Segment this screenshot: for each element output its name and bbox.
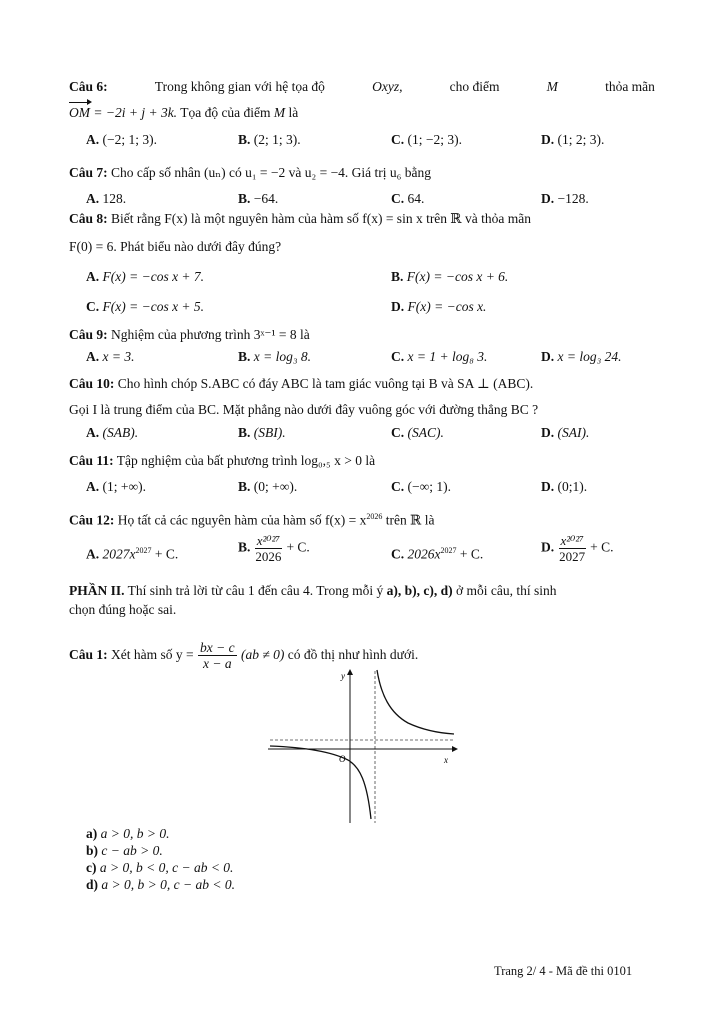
q7-option-a[interactable]: A. 128. xyxy=(86,191,127,206)
q12-line: Câu 12: Họ tất cả các nguyên hàm của hàm số $f(x) = x^{2026}$ trên ℝ là xyxy=(69,512,435,528)
part2-line-1: PHẦN II. Thí sinh trả lời từ câu 1 đến câu 4. Trong mỗi ý a), b), c), d) ở mỗi câu, thí sinh xyxy=(69,583,557,598)
q10-option-a[interactable]: A. (SAB). xyxy=(86,425,139,440)
x-axis-arrow xyxy=(452,746,458,752)
q12-option-b[interactable]: B. $\frac{\text{x²⁰²⁷}}{2026}$ + C. xyxy=(238,533,310,564)
q8-line-2: F(0) = 6. Phát biểu nào dưới đây đúng? xyxy=(69,239,282,254)
q8-options-row-2 xyxy=(86,298,646,316)
q8-option-d[interactable]: D. F(x) = −cos x. xyxy=(391,299,487,314)
q6-option-a[interactable]: A. (−2; 1; 3). xyxy=(86,132,157,147)
origin-label: O xyxy=(339,754,346,764)
q12-options xyxy=(86,533,646,569)
q10-option-c[interactable]: C. (SAC). xyxy=(391,425,444,440)
q8-label: Câu 8: xyxy=(69,211,108,226)
q6-line-2: OM = −2i + j + 3k. Tọa độ của điểm M là xyxy=(69,105,299,120)
p2q1-label: Câu 1: xyxy=(69,647,108,662)
q10-option-d[interactable]: D. (SAI). xyxy=(541,425,590,440)
y-axis-label: y xyxy=(341,671,345,681)
lower-branch xyxy=(270,746,371,819)
q9-option-b[interactable]: B. x = log₃ 8. xyxy=(238,349,312,364)
q12-option-c[interactable]: C. $2026x^{2027} + C$. xyxy=(391,546,484,562)
p2q1-item-d[interactable]: d) a > 0, b > 0, c − ab < 0. xyxy=(86,877,235,892)
q7-label: Câu 7: xyxy=(69,165,108,180)
q9-option-d[interactable]: D. x = log₃ 24. xyxy=(541,349,622,364)
q8-option-a[interactable]: A. F(x) = −cos x + 7. xyxy=(86,269,205,284)
upper-branch xyxy=(377,670,454,734)
q6-label: Câu 6: xyxy=(69,79,108,94)
p2q1-item-a[interactable]: a) a > 0, b > 0. xyxy=(86,826,170,841)
q11-option-b[interactable]: B. (0; +∞). xyxy=(238,479,298,494)
q8-line-1: Câu 8: Biết rằng F(x) là một nguyên hàm của hàm số f(x) = sin x trên ℝ và thỏa mãn xyxy=(69,211,531,226)
q9-option-c[interactable]: C. x = 1 + log₈ 3. xyxy=(391,349,488,364)
q10-line-2: Gọi I là trung điểm của BC. Mặt phẳng nào dưới đây vuông góc với đường thẳng BC ? xyxy=(69,402,539,417)
q10-label: Câu 10: xyxy=(69,376,115,391)
q6-option-c[interactable]: C. (1; −2; 3). xyxy=(391,132,462,147)
q11-label: Câu 11: xyxy=(69,453,114,468)
q8-option-b[interactable]: B. F(x) = −cos x + 6. xyxy=(391,269,509,284)
q7-option-c[interactable]: C. 64. xyxy=(391,191,425,206)
q9-option-a[interactable]: A. x = 3. xyxy=(86,349,135,364)
y-axis-arrow xyxy=(347,669,353,675)
q11-line: Câu 11: Tập nghiệm của bất phương trình log₀,₅ x > 0 là xyxy=(69,453,376,468)
p2q1-items xyxy=(86,825,235,893)
x-axis-label: x xyxy=(444,755,448,765)
q11-options xyxy=(86,478,646,496)
q8-options-row-1 xyxy=(86,268,646,286)
q9-options xyxy=(86,348,646,366)
part2-label: PHẦN II. xyxy=(69,583,125,598)
q12-option-a[interactable]: A. $2027x^{2027} + C$. xyxy=(86,546,179,562)
q12-option-d[interactable]: D. $\frac{\text{x²⁰²⁷}}{2027}$ + C. xyxy=(541,533,614,564)
q11-option-d[interactable]: D. (0;1). xyxy=(541,479,588,494)
q6-option-d[interactable]: D. (1; 2; 3). xyxy=(541,132,605,147)
q11-option-c[interactable]: C. (−∞; 1). xyxy=(391,479,451,494)
q6-options xyxy=(86,131,646,149)
q7-line: Câu 7: Cho cấp số nhân (uₙ) có u₁ = −2 và u₂ = −4. Giá trị u₆ bằng xyxy=(69,165,431,180)
q6-option-b[interactable]: B. (2; 1; 3). xyxy=(238,132,301,147)
q7-option-b[interactable]: B. −64. xyxy=(238,191,279,206)
p2q1-line: Câu 1: Xét hàm số y = $\frac{bx - c}{x - a}$ (ab ≠ 0) có đồ thị như hình dưới. xyxy=(69,640,419,672)
q7-option-d[interactable]: D. −128. xyxy=(541,191,589,206)
q12-label: Câu 12: xyxy=(69,512,115,528)
q10-option-b[interactable]: B. (SBI). xyxy=(238,425,286,440)
q8-option-c[interactable]: C. F(x) = −cos x + 5. xyxy=(86,299,205,314)
p2q1-item-c[interactable]: c) a > 0, b < 0, c − ab < 0. xyxy=(86,860,234,875)
p2q1-item-b[interactable]: b) c − ab > 0. xyxy=(86,843,163,858)
part2-line-2: chọn đúng hoặc sai. xyxy=(69,602,177,617)
q7-options xyxy=(86,190,646,208)
q9-line: Câu 9: Nghiệm của phương trình 3ˣ⁻¹ = 8 là xyxy=(69,327,310,342)
q6-line-1: Câu 6: Trong không gian với hệ tọa độ Oxyz, cho điểm M thỏa mãn xyxy=(69,79,655,94)
q11-option-a[interactable]: A. (1; +∞). xyxy=(86,479,146,494)
q9-label: Câu 9: xyxy=(69,327,108,342)
page-footer: Trang 2/ 4 - Mã đề thi 0101 xyxy=(494,964,633,978)
function-graph xyxy=(268,667,458,825)
vector-om: OM xyxy=(69,105,90,120)
q10-line-1: Câu 10: Cho hình chóp S.ABC có đáy ABC là tam giác vuông tại B và SA ⊥ (ABC). xyxy=(69,376,534,391)
q10-options xyxy=(86,424,646,442)
